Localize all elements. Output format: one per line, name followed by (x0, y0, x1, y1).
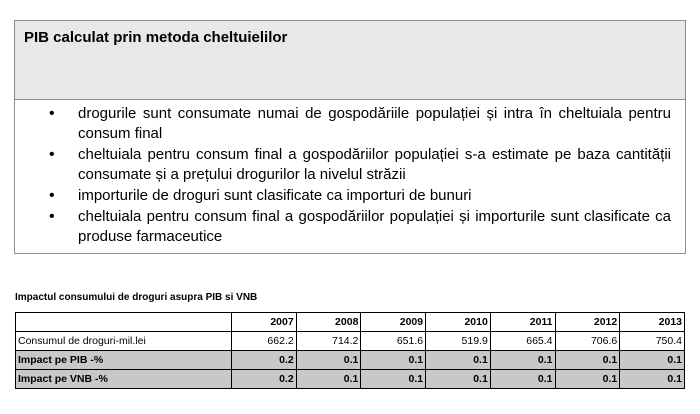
year-header: 2007 (232, 313, 297, 332)
year-header: 2013 (620, 313, 685, 332)
bullet-item: • importurile de droguri sunt clasificate ca importuri de bunuri (15, 186, 685, 206)
box-title: PIB calculat prin metoda cheltuielilor (24, 29, 288, 46)
bullet-item: • drogurile sunt consumate numai de gospodăriile populației și intra în cheltuiala pentru consum final (15, 104, 685, 144)
table-header-row (16, 313, 685, 332)
year-header: 2010 (426, 313, 491, 332)
table-cell: 0.1 (296, 351, 361, 370)
table-cell: 0.1 (361, 351, 426, 370)
table-cell: 0.1 (490, 370, 555, 389)
row-label: Consumul de droguri-mil.lei (16, 332, 232, 351)
header-empty-cell (16, 313, 232, 332)
year-header: 2012 (555, 313, 620, 332)
table-caption: Impactul consumului de droguri asupra PIB si VNB (15, 292, 258, 303)
table-cell: 519.9 (426, 332, 491, 351)
table-cell: 0.1 (296, 370, 361, 389)
table-row (16, 332, 685, 351)
year-header: 2008 (296, 313, 361, 332)
bullet-item: • cheltuiala pentru consum final a gospodăriilor populației s-a estimate pe baza cantității consumate și a prețului drogurilor la nivelul străzii (15, 145, 685, 185)
table-cell: 651.6 (361, 332, 426, 351)
table-row (16, 370, 685, 389)
table-cell: 714.2 (296, 332, 361, 351)
table-cell: 0.1 (490, 351, 555, 370)
impact-table (15, 312, 685, 389)
table-cell: 0.1 (555, 370, 620, 389)
bullet-item: • cheltuiala pentru consum final a gospodăriilor populației și importurile sunt clasificate ca produse farmaceutice (15, 207, 685, 247)
method-box (14, 20, 686, 254)
table-cell: 0.1 (426, 370, 491, 389)
table-cell: 0.1 (620, 370, 685, 389)
bullet-list (15, 104, 685, 248)
table-cell: 0.1 (426, 351, 491, 370)
table-cell: 665.4 (490, 332, 555, 351)
year-header: 2009 (361, 313, 426, 332)
table-cell: 706.6 (555, 332, 620, 351)
table-cell: 0.1 (620, 351, 685, 370)
row-label: Impact pe VNB -% (16, 370, 232, 389)
row-label: Impact pe PIB -% (16, 351, 232, 370)
table-cell: 0.2 (232, 370, 297, 389)
box-header (15, 21, 685, 100)
table-cell: 0.1 (361, 370, 426, 389)
table-cell: 750.4 (620, 332, 685, 351)
table-cell: 0.2 (232, 351, 297, 370)
year-header: 2011 (490, 313, 555, 332)
table-cell: 662.2 (232, 332, 297, 351)
table-row (16, 351, 685, 370)
table-cell: 0.1 (555, 351, 620, 370)
